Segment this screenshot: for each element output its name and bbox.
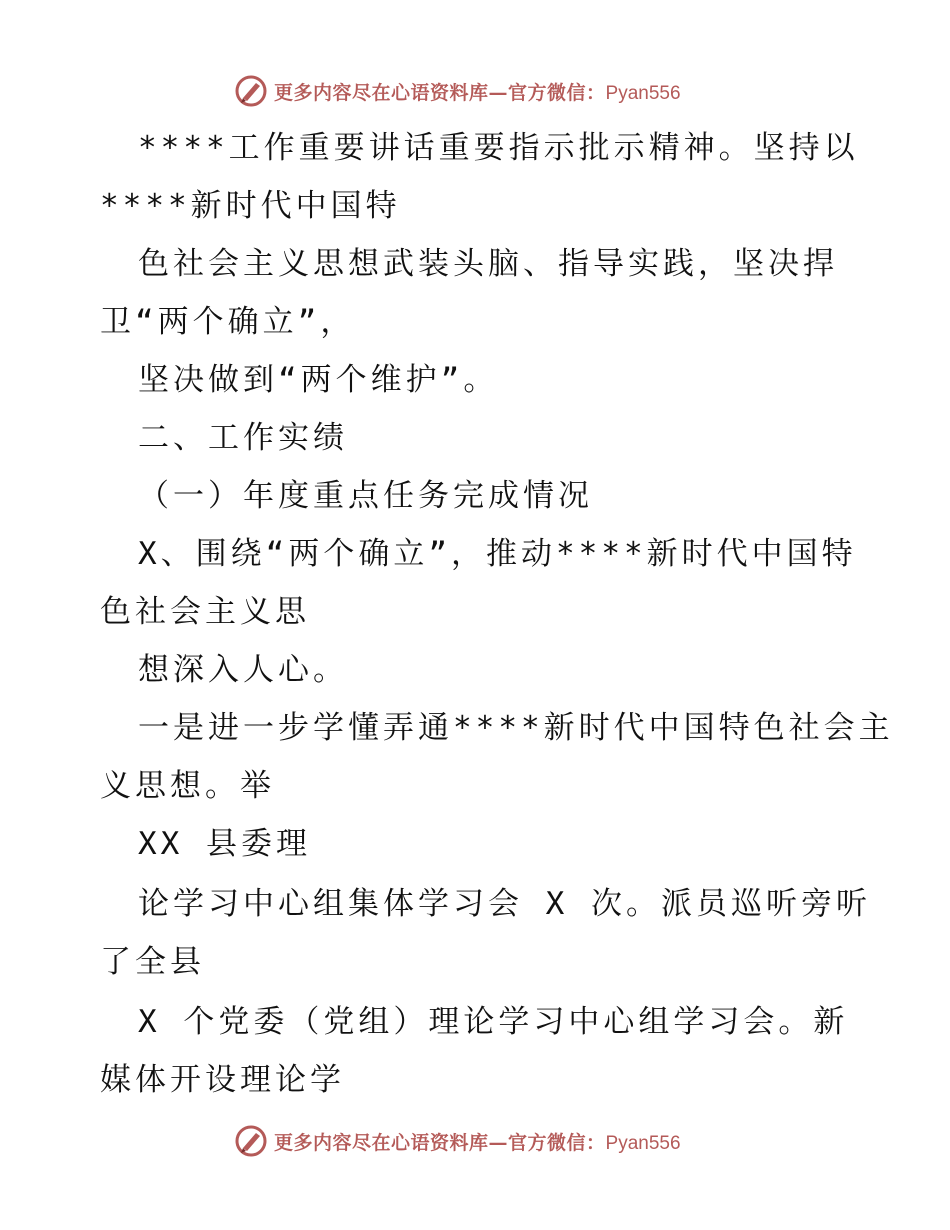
- subsection-heading: （一）年度重点任务完成情况: [138, 478, 593, 514]
- pen-logo-icon: [234, 1124, 268, 1158]
- text-line: X、围绕“两个确立”，推动****新时代中国特: [138, 536, 857, 572]
- text-line: X 个党委（党组）理论学习中心组学习会。新: [138, 1004, 849, 1040]
- watermark-text: 更多内容尽在心语资料库—官方微信：Pyan556: [274, 1131, 681, 1154]
- text-line: XX 县委理: [138, 826, 311, 862]
- text-line: 媒体开设理论学: [100, 1062, 345, 1098]
- text-line: 色社会主义思: [100, 594, 310, 630]
- text-line: 义思想。举: [100, 768, 275, 804]
- text-line: 坚决做到“两个维护”。: [138, 362, 499, 398]
- pen-logo-icon: [234, 74, 268, 108]
- text-line: 想深入人心。: [138, 652, 348, 688]
- section-heading: 二、工作实绩: [138, 420, 348, 456]
- text-line: ****新时代中国特: [100, 188, 401, 224]
- text-line: 卫“两个确立”，: [100, 304, 356, 340]
- footer-watermark: [234, 1121, 714, 1161]
- text-line: 论学习中心组集体学习会 X 次。派员巡听旁听: [138, 886, 871, 922]
- watermark-text: 更多内容尽在心语资料库—官方微信：Pyan556: [274, 81, 681, 104]
- header-watermark: [234, 71, 714, 111]
- text-line: 色社会主义思想武装头脑、指导实践，坚决捍: [138, 246, 838, 282]
- text-line: ****工作重要讲话重要指示批示精神。坚持以: [138, 130, 859, 166]
- text-line: 了全县: [100, 944, 205, 980]
- text-line: 一是进一步学懂弄通****新时代中国特色社会主: [138, 710, 894, 746]
